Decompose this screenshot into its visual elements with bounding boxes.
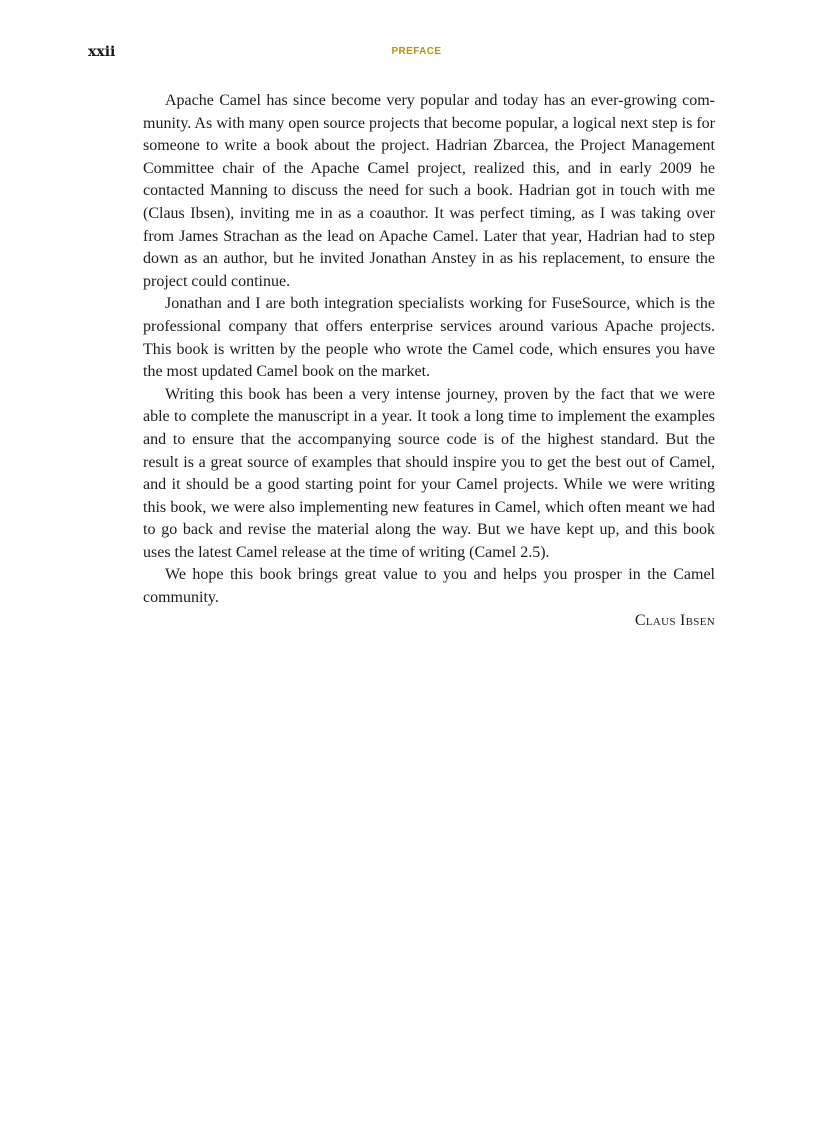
author-signature: Claus Ibsen [634,611,715,629]
paragraph: Jonathan and I are both integration specialists working for FuseSource, which is the professional company that offers enterprise services around various Apache projects. This book is written by the people who wrote the Camel code, which ensures you have the most updated Camel book on the market. [143,295,715,381]
page-number: xxii [88,44,116,60]
paragraph: Apache Camel has since become very popular and today has an ever-growing community. As with many open source projects that become popular, a logical next step is for someone to write a book about the project. Hadrian Zbarcea, the Project Management Committee chair of the Apache Camel project, realized this, and in early 2009 he contacted Manning to discuss the need for such a book. Hadrian got in touch with me (Claus Ibsen), inviting me in as a coauthor. It was perfect timing, as I was taking over from James Strachan as the lead on Apache Camel. Later that year, Hadrian had to step down as an author, but he invited Jonathan Anstey in as his replacement, to ensure the project could continue. [143,92,715,290]
paragraph: We hope this book brings great value to you and helps you prosper in the Camel community. [143,566,715,607]
paragraph: Writing this book has been a very intense journey, proven by the fact that we were able to complete the manuscript in a year. It took a long time to implement the examples and to ensure that the accompanying source code is of the highest standard. But the result is a great source of examples that should inspire you to get the best out of Camel, and it should be a good starting point for your Camel projects. While we were writing this book, we were also implementing new features in Camel, which often meant we had to go back and revise the material along the way. But we have kept up, and this book uses the latest Camel release at the time of writing (Camel 2.5). [143,385,715,561]
preface-body [143,90,715,632]
running-header: PREFACE [391,46,442,57]
